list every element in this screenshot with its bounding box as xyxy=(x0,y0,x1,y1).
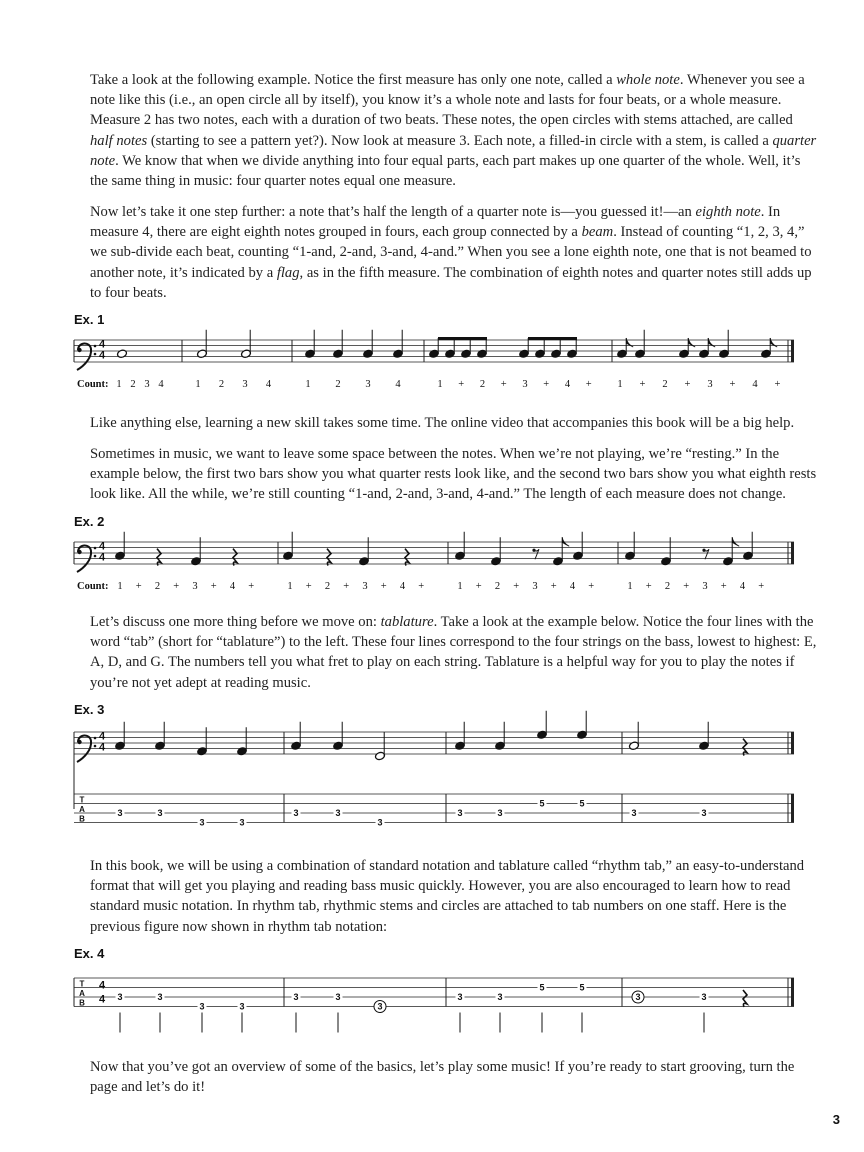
count-beat: + xyxy=(543,379,550,390)
count-beat: + xyxy=(513,581,520,592)
tab-fret-number: 3 xyxy=(457,992,463,1003)
tab-fret-number: 3 xyxy=(199,817,205,828)
tab-fret-number: 3 xyxy=(457,808,463,819)
quarter-rest-icon xyxy=(743,990,747,1007)
italic-term: eighth note xyxy=(695,204,761,220)
paragraph-rests xyxy=(90,444,818,505)
bass-clef-icon xyxy=(77,740,81,744)
bass-clef-icon xyxy=(77,550,81,554)
eighth-rest-icon xyxy=(704,549,709,559)
count-beat: 4 xyxy=(569,581,576,592)
bass-clef-icon xyxy=(94,745,97,748)
count-beat: + xyxy=(720,581,727,592)
bass-clef-icon xyxy=(94,737,97,740)
count-beat: + xyxy=(135,581,142,592)
count-beat: + xyxy=(343,581,350,592)
count-beat: 3 xyxy=(707,379,713,390)
count-beat: 1 xyxy=(195,379,201,390)
count-beat: 2 xyxy=(479,379,486,390)
tab-fret-number: 3 xyxy=(497,808,503,819)
text-run: Take a look at the following example. Notice the first measure has only one note, called a xyxy=(90,72,617,88)
quarter-rest-icon xyxy=(233,549,237,566)
tab-fret-number: 5 xyxy=(539,982,545,993)
count-label: Count: xyxy=(77,581,109,592)
count-beat: 4 xyxy=(265,379,272,390)
text-run: . Whenever you see a note like this (i.e., an open circle all by itself), you know it’s a whole note and lasts for four beats, or a whole measure. Measure 2 has two notes, each with a duration of two beats. These notes, the open circles with stems attached, are called xyxy=(90,72,805,129)
time-signature-bottom: 4 xyxy=(98,741,106,754)
tab-fret-number: 3 xyxy=(157,808,163,819)
time-signature-top: 4 xyxy=(98,338,106,351)
count-beat: 4 xyxy=(229,581,236,592)
italic-term: tablature xyxy=(380,614,434,630)
bass-clef-icon xyxy=(94,353,97,356)
count-beat: 3 xyxy=(192,581,198,592)
count-beat: + xyxy=(588,581,595,592)
tab-clef-letter: B xyxy=(79,814,85,824)
count-beat: 1 xyxy=(617,379,623,390)
text-run: . We know that when we divide anything into four equal parts, each part makes up one quarter of the whole. Well, it’s the same thing in music: four quarter notes equal one measure. xyxy=(90,152,801,190)
tab-fret-number: 3 xyxy=(377,1001,383,1012)
tab-fret-number: 3 xyxy=(239,817,245,828)
count-beat: + xyxy=(774,379,781,390)
eighth-beam xyxy=(438,337,487,340)
count-beat: 3 xyxy=(702,581,708,592)
count-beat: 4 xyxy=(158,379,164,390)
bass-clef-icon xyxy=(94,547,97,550)
italic-term: beam xyxy=(581,224,614,241)
eighth-rest-icon xyxy=(534,549,539,559)
tab-fret-number: 5 xyxy=(539,798,545,809)
quarter-rest-icon xyxy=(327,549,331,566)
example-4-tab-staff xyxy=(74,968,794,1028)
count-beat: 1 xyxy=(627,581,633,592)
tab-fret-number: 3 xyxy=(377,817,383,828)
quarter-rest-icon xyxy=(743,739,747,756)
example-2-staff xyxy=(74,536,794,596)
count-beat: 2 xyxy=(335,379,341,390)
count-beat: + xyxy=(684,379,691,390)
count-beat: + xyxy=(550,581,557,592)
bass-clef-icon xyxy=(94,555,97,558)
tab-clef-letter: B xyxy=(79,998,85,1008)
count-beat: 2 xyxy=(662,379,668,390)
paragraph-tablature xyxy=(90,612,818,693)
tab-fret-number: 3 xyxy=(293,992,299,1003)
count-beat: + xyxy=(500,379,507,390)
count-beat: 3 xyxy=(144,379,150,390)
count-beat: 1 xyxy=(116,379,122,390)
count-beat: 4 xyxy=(395,379,401,390)
tab-fret-number: 3 xyxy=(239,1001,245,1012)
tab-fret-number: 3 xyxy=(701,808,707,819)
time-signature-bottom: 4 xyxy=(98,349,106,362)
italic-term: flag xyxy=(276,264,300,281)
count-beat: 3 xyxy=(522,379,528,390)
text-run: Like anything else, learning a new skill takes some time. The online video that accompanies this book will be a big help. xyxy=(90,415,795,431)
text-run: Now that you’ve got an overview of some of the basics, let’s play some music! If you’re ready to start grooving, turn the page and let’s do it! xyxy=(90,1059,795,1096)
count-beat: + xyxy=(475,581,482,592)
count-beat: + xyxy=(645,581,652,592)
time-signature-top: 4 xyxy=(98,730,106,743)
tab-fret-number: 3 xyxy=(157,992,163,1003)
tab-clef-letter: A xyxy=(79,989,85,999)
tab-fret-number: 5 xyxy=(579,982,585,993)
tab-fret-number: 3 xyxy=(293,808,299,819)
count-beat: 2 xyxy=(664,581,671,592)
count-beat: 3 xyxy=(242,379,248,390)
count-beat: + xyxy=(458,379,465,390)
count-beat: + xyxy=(248,581,255,592)
count-beat: 1 xyxy=(117,581,123,592)
example-3-staff xyxy=(74,724,794,834)
count-beat: + xyxy=(585,379,592,390)
count-beat: + xyxy=(758,581,765,592)
example-2-label: Ex. 2 xyxy=(74,514,105,529)
count-beat: 4 xyxy=(739,581,746,592)
count-beat: + xyxy=(305,581,312,592)
example-3-label: Ex. 3 xyxy=(74,702,105,717)
paragraph-whole-half-quarter-notes xyxy=(90,70,818,191)
count-beat: 1 xyxy=(437,379,443,390)
count-beat: 4 xyxy=(399,581,406,592)
count-beat: + xyxy=(210,581,217,592)
tab-fret-number: 3 xyxy=(701,992,707,1003)
paragraph-overview xyxy=(90,1057,818,1097)
count-beat: 2 xyxy=(324,581,331,592)
count-beat: 2 xyxy=(494,581,501,592)
tab-fret-number: 3 xyxy=(117,992,123,1003)
page-number: 3 xyxy=(832,1112,840,1127)
count-beat: 2 xyxy=(218,379,225,390)
count-beat: + xyxy=(729,379,736,390)
example-1-label: Ex. 1 xyxy=(74,312,105,327)
example-4-label: Ex. 4 xyxy=(74,946,105,961)
count-beat: 3 xyxy=(532,581,538,592)
italic-term: half notes xyxy=(90,132,148,149)
whole-note xyxy=(117,349,128,359)
count-beat: 2 xyxy=(154,581,161,592)
quarter-rest-icon xyxy=(157,549,161,566)
tab-clef-letter: A xyxy=(79,805,85,815)
count-beat: + xyxy=(639,379,646,390)
paragraph-rhythm-tab xyxy=(90,856,818,937)
text-run: Now let’s take it one step further: a note that’s half the length of a quarter note is—you guessed it!—an xyxy=(90,204,696,220)
tab-fret-number: 3 xyxy=(335,808,341,819)
quarter-rest-icon xyxy=(405,549,409,566)
count-beat: 3 xyxy=(362,581,368,592)
tab-clef-letter: T xyxy=(79,795,85,805)
count-beat: + xyxy=(418,581,425,592)
text-run: (starting to see a pattern yet?). Now look at measure 3. Each note, a filled-in circle with a stem, is called a xyxy=(147,132,773,149)
text-run: Let’s discuss one more thing before we move on: xyxy=(90,614,381,630)
text-run: In this book, we will be using a combination of standard notation and tablature called “rhythm tab,” an easy-to-understand format that will get you playing and reading bass music quickly. However, you are also encouraged to learn how to read standard music notation. In rhythm tab, rhythmic stems and circles are attached to tab numbers on one staff. Here is the previous figure now shown in rhythm tab notation: xyxy=(90,858,805,935)
count-beat: 1 xyxy=(305,379,311,390)
text-run: . In measure 4, there are eight eighth notes grouped in fours, each group connected by a xyxy=(90,204,781,241)
italic-term: whole note xyxy=(616,72,680,88)
time-signature-top: 4 xyxy=(98,540,106,553)
tab-fret-number: 3 xyxy=(631,808,637,819)
text-run: , as in the fifth measure. The combination of eighth notes and quarter notes still adds up to four beats. xyxy=(90,264,812,301)
time-signature-top: 4 xyxy=(98,979,106,992)
count-beat: + xyxy=(683,581,690,592)
count-beat: + xyxy=(380,581,387,592)
tab-fret-number: 5 xyxy=(579,798,585,809)
italic-term: quarter note xyxy=(90,132,817,169)
count-beat: 1 xyxy=(287,581,293,592)
tab-fret-number: 3 xyxy=(497,992,503,1003)
bass-clef-icon xyxy=(94,345,97,348)
count-beat: 4 xyxy=(564,379,571,390)
tab-clef-letter: T xyxy=(79,979,85,989)
text-run: . Instead of counting “1, 2, 3, 4,” we sub-divide each beat, counting “1-and, 2-and, 3-and, 4-and.” When you see a lone eighth note, one that is not beamed to another note, it’s indicated by a xyxy=(90,224,812,281)
count-beat: 3 xyxy=(365,379,371,390)
count-beat: 2 xyxy=(130,379,136,390)
example-1-staff xyxy=(74,334,794,394)
tab-fret-number: 3 xyxy=(199,1001,205,1012)
tab-fret-number: 3 xyxy=(635,992,641,1003)
time-signature-bottom: 4 xyxy=(98,551,106,564)
eighth-beam xyxy=(528,337,577,340)
count-beat: 1 xyxy=(457,581,463,592)
time-signature-bottom: 4 xyxy=(98,993,106,1006)
paragraph-learning-time xyxy=(90,413,818,433)
tab-fret-number: 3 xyxy=(335,992,341,1003)
count-beat: + xyxy=(173,581,180,592)
text-run: Sometimes in music, we want to leave some space between the notes. When we’re not playing, we’re “resting.” In the example below, the first two bars show you what quarter rests look like, and the second two bars show you what eighth rests look like. All the while, we’re still counting “1-and, 2-and, 3-and, 4-and.” The length of each measure does not change. xyxy=(90,446,817,503)
count-label: Count: xyxy=(77,379,109,390)
paragraph-eighth-notes xyxy=(90,202,818,303)
text-run: . Take a look at the example below. Notice the four lines with the word “tab” (short for “tablature”) to the left. These four lines correspond to the four strings on the bass, lowest to highest: E, A, D, and G. The numbers tell you what fret to play on each string. Tablature is a helpful way for you to play the notes if you’re not yet adept at reading music. xyxy=(90,614,817,691)
tab-fret-number: 3 xyxy=(117,808,123,819)
bass-clef-icon xyxy=(77,348,81,352)
count-beat: 4 xyxy=(752,379,758,390)
